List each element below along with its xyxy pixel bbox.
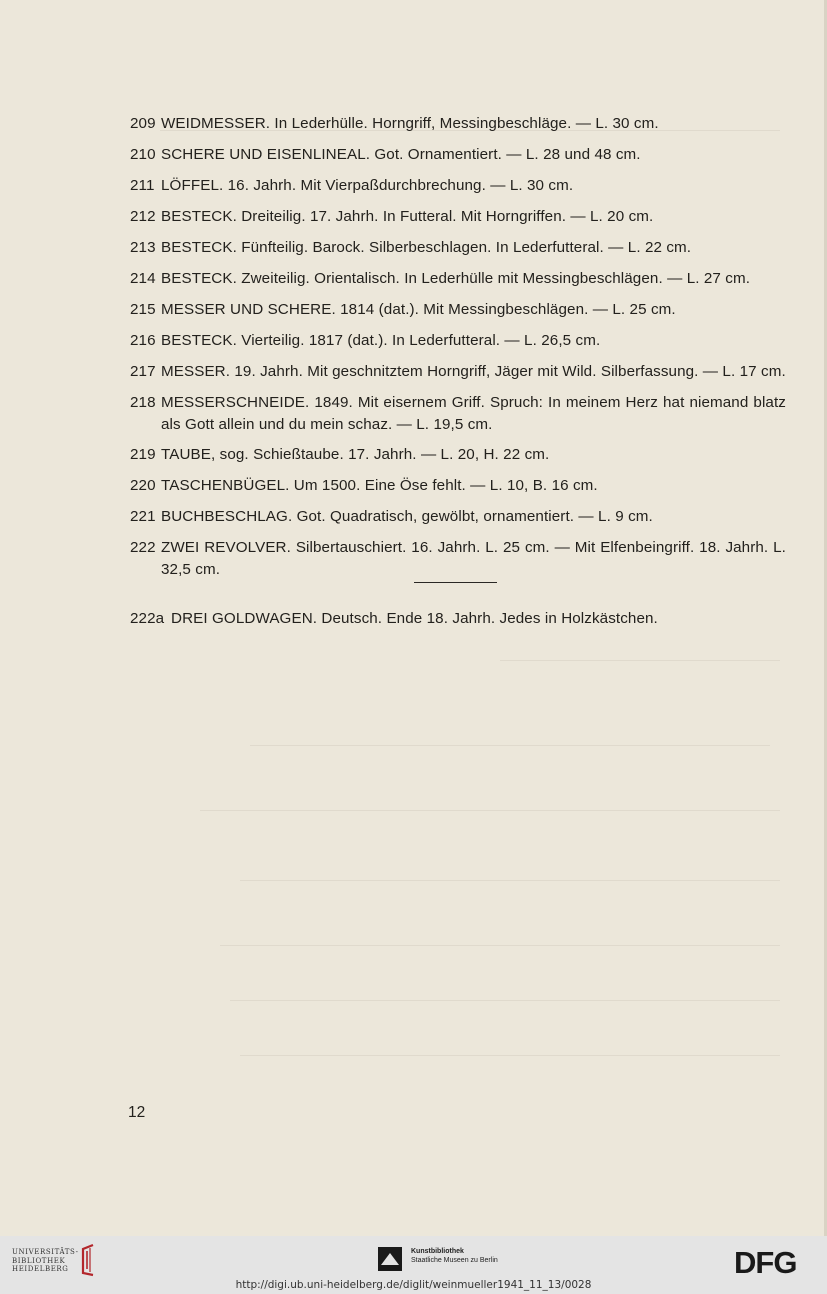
catalog-entry xyxy=(130,237,786,259)
catalog-entry xyxy=(130,206,786,228)
bleed-through xyxy=(240,880,780,881)
catalog-entry-appendix xyxy=(130,608,786,630)
entry-text: SCHERE UND EISENLINEAL. Got. Ornamentiert. — L. 28 und 48 cm. xyxy=(161,146,641,163)
entry-text: BESTECK. Fünfteilig. Barock. Silberbeschlagen. In Lederfutteral. — L. 22 cm. xyxy=(161,239,692,256)
catalog-entry xyxy=(130,444,786,466)
page-number: 12 xyxy=(128,1104,146,1121)
entry-text: BESTECK. Zweiteilig. Orientalisch. In Lederhülle mit Messingbeschlägen. — L. 27 cm. xyxy=(161,270,751,287)
permalink-url[interactable]: http://digi.ub.uni-heidelberg.de/diglit/weinmueller1941_11_13/0028 xyxy=(235,1279,592,1291)
entry-text: TAUBE, sog. Schießtaube. 17. Jahrh. — L. 20, H. 22 cm. xyxy=(161,446,550,463)
catalog-entry xyxy=(130,392,786,435)
university-label-line: UNIVERSITÄTS- xyxy=(12,1248,79,1256)
bleed-through xyxy=(240,1055,780,1056)
catalog-entry xyxy=(130,475,786,497)
entry-text: MESSER UND SCHERE. 1814 (dat.). Mit Messingbeschlägen. — L. 25 cm. xyxy=(161,301,676,318)
entry-number: 218 xyxy=(130,394,156,411)
section-divider xyxy=(414,582,497,583)
entry-number: 220 xyxy=(130,477,156,494)
bleed-through xyxy=(230,1000,780,1001)
entry-number: 221 xyxy=(130,508,156,525)
catalog-entry xyxy=(130,537,786,580)
catalog-entry xyxy=(130,175,786,197)
entry-number: 222a xyxy=(130,610,165,627)
entry-number: 212 xyxy=(130,208,156,225)
catalog-entry xyxy=(130,299,786,321)
kunstbibliothek-logo-icon[interactable] xyxy=(378,1247,402,1271)
catalog-entry xyxy=(130,113,786,135)
bleed-through xyxy=(250,745,770,746)
entry-text: ZWEI REVOLVER. Silbertauschiert. 16. Jahrh. L. 25 cm. — Mit Elfenbeingriff. 18. Jahrh. L. 32,5 cm. xyxy=(161,539,786,578)
entry-text: DREI GOLDWAGEN. Deutsch. Ende 18. Jahrh. Jedes in Holzkästchen. xyxy=(171,610,658,627)
catalog-entry xyxy=(130,144,786,166)
entry-number: 216 xyxy=(130,332,156,349)
entry-text: BESTECK. Vierteilig. 1817 (dat.). In Lederfutteral. — L. 26,5 cm. xyxy=(161,332,601,349)
bleed-through xyxy=(220,945,780,946)
bleed-through xyxy=(200,810,780,811)
entry-text: LÖFFEL. 16. Jahrh. Mit Vierpaßdurchbrechung. — L. 30 cm. xyxy=(161,177,574,194)
entry-text: BESTECK. Dreiteilig. 17. Jahrh. In Futteral. Mit Horngriffen. — L. 20 cm. xyxy=(161,208,654,225)
entry-number: 217 xyxy=(130,363,156,380)
entry-number: 222 xyxy=(130,539,156,556)
kunstbibliothek-label[interactable] xyxy=(411,1247,498,1265)
dfg-logo[interactable]: DFG xyxy=(734,1245,797,1280)
bleed-through xyxy=(500,660,780,661)
kunstbibliothek-title: Kunstbibliothek xyxy=(411,1248,464,1255)
entry-number: 210 xyxy=(130,146,156,163)
entry-number: 209 xyxy=(130,115,156,132)
university-label-line: HEIDELBERG xyxy=(12,1265,69,1273)
university-label-line: BIBLIOTHEK xyxy=(12,1256,66,1265)
entry-text: MESSERSCHNEIDE. 1849. Mit eisernem Griff. Spruch: In meinem Herz hat niemand blatz als Gott allein und du mein schaz. — L. 19,5 cm. xyxy=(161,394,786,433)
catalog-entry xyxy=(130,268,786,290)
entry-number: 213 xyxy=(130,239,156,256)
university-library-label[interactable] xyxy=(12,1248,79,1274)
entry-text: TASCHENBÜGEL. Um 1500. Eine Öse fehlt. — L. 10, B. 16 cm. xyxy=(161,477,598,494)
entry-text: BUCHBESCHLAG. Got. Quadratisch, gewölbt, ornamentiert. — L. 9 cm. xyxy=(161,508,653,525)
catalog-entry xyxy=(130,330,786,352)
entry-number: 211 xyxy=(130,177,155,194)
entry-text: WEIDMESSER. In Lederhülle. Horngriff, Messingbeschläge. — L. 30 cm. xyxy=(161,115,659,132)
catalog-entry xyxy=(130,506,786,528)
entry-number: 219 xyxy=(130,446,156,463)
entry-number: 214 xyxy=(130,270,156,287)
catalog-entry xyxy=(130,361,786,383)
entry-number: 215 xyxy=(130,301,156,318)
entry-text: MESSER. 19. Jahrh. Mit geschnitztem Horngriff, Jäger mit Wild. Silberfassung. — L. 17 cm. xyxy=(161,363,786,380)
kunstbibliothek-subtitle: Staatliche Museen zu Berlin xyxy=(411,1257,498,1264)
university-logo-icon[interactable] xyxy=(77,1243,99,1277)
